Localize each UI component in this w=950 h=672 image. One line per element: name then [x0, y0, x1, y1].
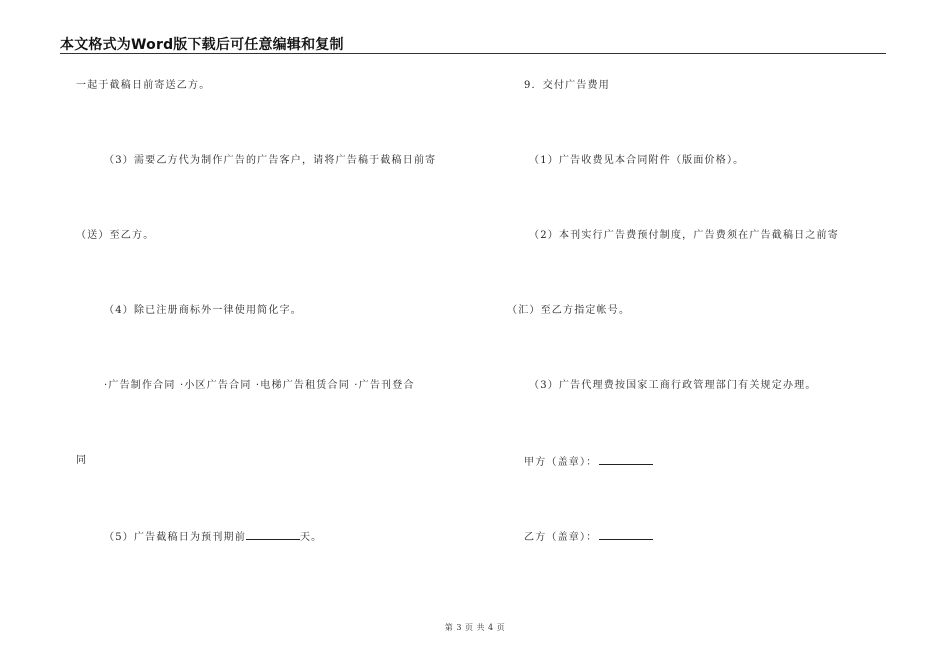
left-line-5-contract-types: ·广告制作合同 ·小区广告合同 ·电梯广告租赁合同 ·广告刊登合: [104, 380, 415, 391]
right-line-4: （3）广告代理费按国家工商行政管理部门有关规定办理。: [529, 380, 817, 391]
party-b-signature: [524, 530, 653, 544]
left-line-6: 同: [76, 455, 88, 466]
right-line-3: （汇）至乙方指定帐号。: [507, 305, 631, 316]
header-divider: [60, 53, 886, 54]
item5-days-blank: [246, 530, 300, 540]
right-line-section-9: 9．交付广告费用: [524, 80, 610, 91]
left-line-item5: [104, 530, 322, 544]
left-line-2: （3）需要乙方代为制作广告的广告客户，请将广告稿于截稿日前寄: [104, 155, 437, 166]
party-a-blank: [599, 455, 653, 465]
party-a-signature: [524, 455, 653, 469]
page-number: 第 3 页 共 4 页: [444, 623, 506, 632]
left-line-3: （送）至乙方。: [76, 230, 155, 241]
left-line-4: （4）除已注册商标外一律使用简化字。: [104, 305, 302, 316]
right-line-2: （2）本刊实行广告费预付制度，广告费须在广告截稿日之前寄: [529, 230, 839, 241]
right-line-1: （1）广告收费见本合同附件（版面价格）。: [529, 155, 745, 166]
party-b-blank: [599, 530, 653, 540]
party-b-label: 乙方（盖章）：: [524, 532, 598, 543]
party-a-label: 甲方（盖章）：: [524, 457, 598, 468]
item5-prefix: （5）广告截稿日为预刊期前: [104, 532, 246, 543]
document-header-title: 本文格式为Word版下载后可任意编辑和复制: [60, 37, 344, 53]
left-line-1: 一起于截稿日前寄送乙方。: [76, 80, 211, 91]
item5-suffix: 天。: [299, 532, 323, 543]
